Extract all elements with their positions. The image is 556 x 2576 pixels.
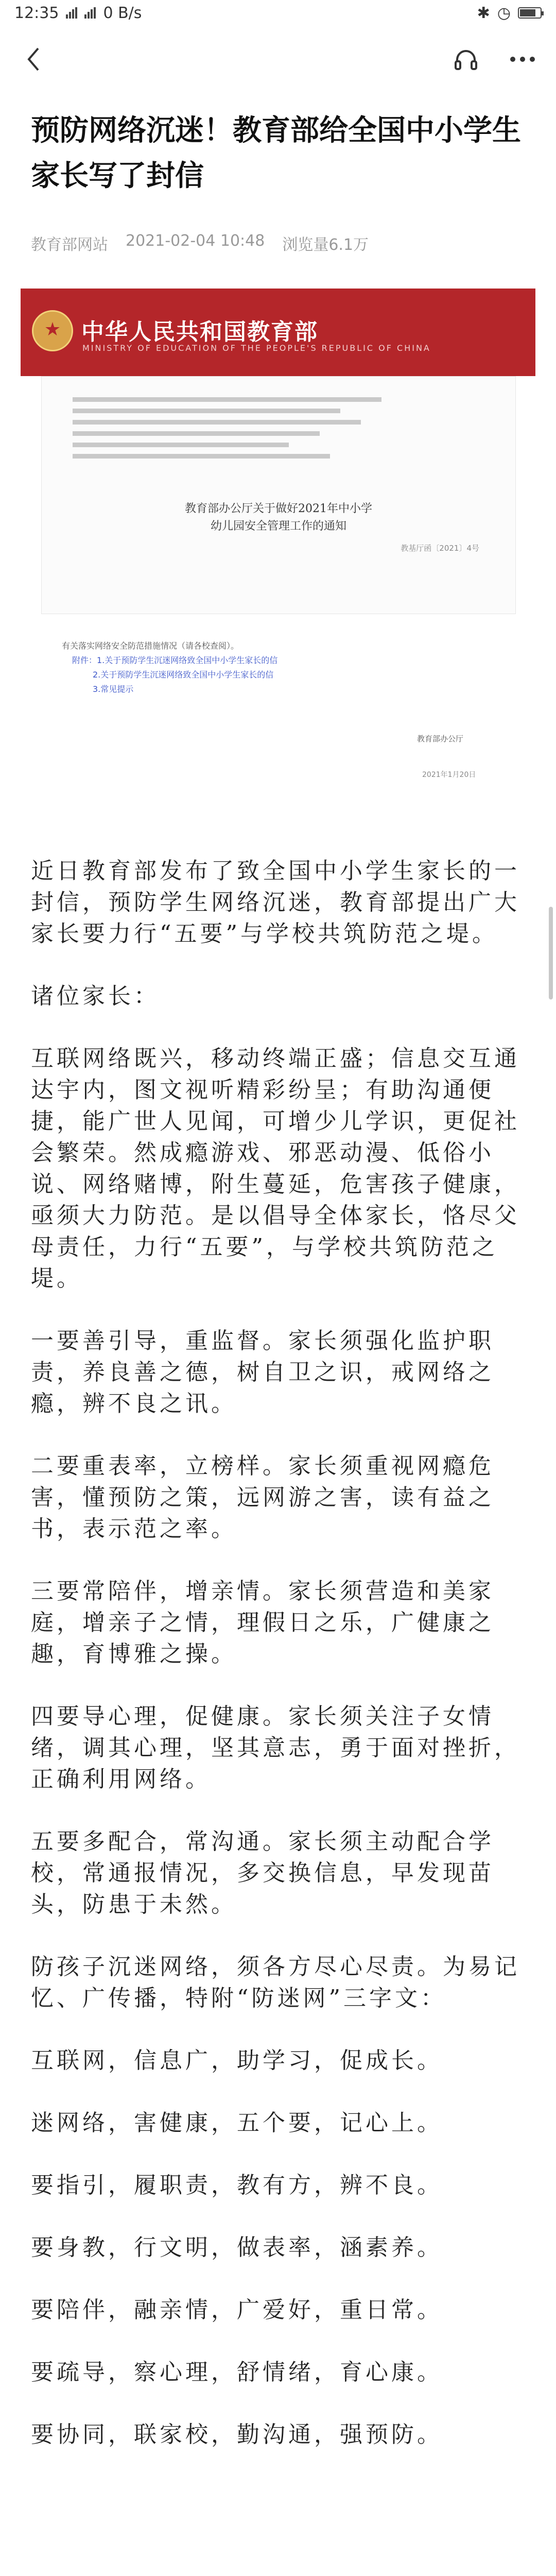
verse-line: 互联网，信息广，助学习，促成长。 — [31, 2047, 443, 2074]
article-body — [31, 855, 530, 2450]
paragraph: 互联网络既兴，移动终端正盛；信息交互通达宇内，图文视听精彩纷呈；有助沟通便捷，能广世人见闻，可增少儿学识，更促社会繁荣。然成瘾游戏、邪恶动漫、低俗小说、网络赌博，附生蔓延，危害孩子健康，亟须大力防范。是以倡导全体家长，恪尽父母责任，力行“五要”，与学校共筑防范之堤。 — [31, 1045, 520, 1292]
status-bar — [0, 0, 556, 26]
attachment-link-3[interactable]: 3.常见提示 — [93, 684, 134, 694]
battery-icon — [518, 7, 542, 19]
article-views: 浏览量6.1万 — [282, 236, 369, 254]
paragraph: 近日教育部发布了致全国中小学生家长的一封信，预防学生网络沉迷，教育部提出广大家长要力行“五要”与学校共筑防范之堤。 — [31, 858, 520, 947]
status-speed: 0 B/s — [103, 4, 142, 22]
bluetooth-icon: ✱ — [477, 4, 490, 22]
back-button[interactable] — [15, 41, 51, 77]
more-button[interactable] — [505, 41, 541, 77]
notice-signer: 教育部办公厅 — [417, 734, 464, 743]
alarm-icon: ◷ — [497, 4, 511, 22]
article-image[interactable] — [0, 289, 556, 814]
headphones-icon — [453, 46, 479, 72]
status-time: 12:35 — [14, 4, 59, 22]
paragraph: 二要重表率，立榜样。家长须重视网瘾危害，懂预防之策，远网游之害，读有益之书，表示范之率。 — [31, 1453, 494, 1542]
article-source[interactable]: 教育部网站 — [31, 236, 108, 254]
paragraph: 三要常陪伴，增亲情。家长须营造和美家庭，增亲子之情，理假日之乐，广健康之趣，育博雅之操。 — [31, 1578, 494, 1667]
attachment-link-1[interactable]: 附件：1.关于预防学生沉迷网络致全国中小学生家长的信 — [72, 655, 278, 665]
article-title: 预防网络沉迷！教育部给全国中小学生家长写了封信 — [31, 114, 521, 193]
ministry-name-en: MINISTRY OF EDUCATION OF THE PEOPLE'S REPUBLIC OF CHINA — [82, 343, 431, 353]
signal-icon — [66, 7, 77, 19]
signal-icon — [84, 7, 96, 19]
notice-body-line: 有关落实网络安全防范措施情况（请各校查阅）。 — [62, 641, 239, 651]
notice-sign-date: 2021年1月20日 — [422, 771, 476, 779]
verse-line: 迷网络，害健康，五个要，记心上。 — [31, 2110, 443, 2136]
document-header-lines — [73, 397, 381, 465]
verse-line: 要陪伴，融亲情，广爱好，重日常。 — [31, 2297, 443, 2323]
paragraph: 防孩子沉迷网络，须各方尽心尽责。为易记忆、广传播，特附“防迷网”三字文： — [31, 1954, 520, 2011]
attachment-link-2[interactable]: 2.关于预防学生沉迷网络致全国中小学生家长的信 — [93, 670, 274, 680]
listen-button[interactable] — [448, 41, 484, 77]
notice-body — [62, 639, 515, 779]
more-dots-icon — [510, 56, 535, 62]
notice-title: 教育部办公厅关于做好2021年中小学 幼儿园安全管理工作的通知 — [185, 502, 372, 533]
nav-bar — [0, 31, 556, 88]
ministry-banner — [21, 289, 535, 376]
article-meta — [31, 232, 369, 255]
paragraph: 诸位家长： — [31, 983, 160, 1009]
verse-line: 要指引，履职责，教有方，辨不良。 — [31, 2172, 443, 2198]
scrollbar[interactable] — [549, 907, 553, 999]
paragraph: 四要导心理，促健康。家长须关注子女情绪，调其心理，坚其意志，勇于面对挫折，正确利用网络。 — [31, 1703, 520, 1792]
notice-number: 教基厅函〔2021〕4号 — [401, 544, 479, 553]
article-datetime: 2021-02-04 10:48 — [126, 232, 265, 250]
chevron-left-icon — [26, 46, 41, 72]
paragraph: 一要善引导，重监督。家长须强化监护职责，养良善之德，树自卫之识，戒网络之瘾，辨不良之讯。 — [31, 1328, 494, 1417]
national-emblem-icon — [32, 310, 73, 351]
verse-line: 要疏导，察心理，舒情绪，育心康。 — [31, 2359, 443, 2385]
verse-line: 要协同，联家校，勤沟通，强预防。 — [31, 2421, 443, 2448]
paragraph: 五要多配合，常沟通。家长须主动配合学校，常通报情况，多交换信息，早发现苗头，防患于未然。 — [31, 1828, 494, 1918]
notice-document — [41, 376, 516, 614]
ministry-name: 中华人民共和国教育部 — [81, 319, 318, 345]
verse-line: 要身教，行文明，做表率，涵素养。 — [31, 2234, 443, 2261]
